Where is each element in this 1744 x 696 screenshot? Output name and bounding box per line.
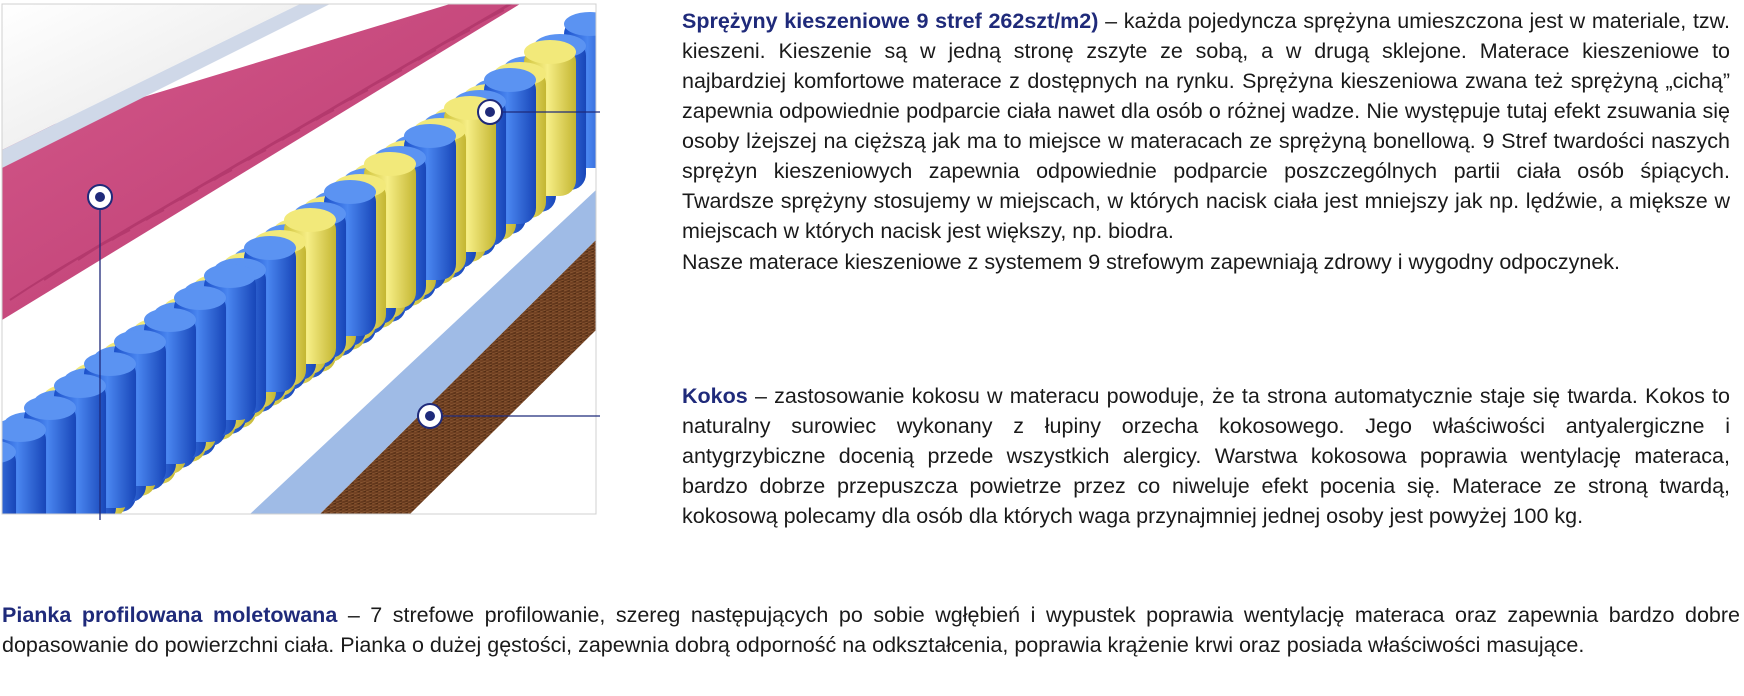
springs-description bbox=[682, 6, 1730, 277]
spring-top bbox=[364, 152, 416, 176]
springs-closing: Nasze materace kieszeniowe z systemem 9 strefowym zapewniają zdrowy i wygodny odpoczynek. bbox=[682, 250, 1621, 274]
spring-top bbox=[244, 236, 296, 260]
coconut-marker-icon bbox=[418, 404, 442, 428]
foam-body: – 7 strefowe profilowanie, szereg następujących po sobie wgłębień i wypustek poprawia wentylację materaca oraz zapewnia bardzo dobre dopasowanie do powierzchni ciała. Pianka o dużej gęstości, zapewnia dobrą odporność na odkształcenia, poprawia krążenie krwi oraz posiada właściwości masujące. bbox=[2, 603, 1740, 657]
spring-top bbox=[114, 330, 166, 354]
springs-marker-icon bbox=[478, 100, 502, 124]
spring-top bbox=[144, 308, 196, 332]
spring-top bbox=[174, 286, 226, 310]
coconut-title: Kokos bbox=[682, 384, 748, 408]
coconut-body: – zastosowanie kokosu w materacu powoduje, że ta strona automatycznie staje się twarda. Kokos to naturalny surowiec wykonany z łupiny orzecha kokosowego. Jego właściwości antyalergiczne i antygrzybiczne docenią przede wszystkich alergicy. Warstwa kokosowa poprawia wentylację materaca, bardzo dobrze przepuszcza powietrze przez co niweluje efekt pocenia się. Materace ze stroną twardą, kokosową polecamy dla osób dla których waga przynajmniej jednej osoby jest powyżej 100 kg. bbox=[682, 384, 1730, 528]
spring-top bbox=[484, 68, 536, 92]
spring-top bbox=[524, 40, 576, 64]
spring-top bbox=[84, 352, 136, 376]
mattress-cross-section-illustration bbox=[0, 0, 600, 520]
spring-top bbox=[284, 208, 336, 232]
spring-top bbox=[404, 124, 456, 148]
springs-title: Sprężyny kieszeniowe 9 stref 262szt/m2) bbox=[682, 9, 1099, 33]
foam-description bbox=[2, 600, 1740, 660]
spring-top bbox=[204, 264, 256, 288]
spring-top bbox=[54, 374, 106, 398]
coconut-description bbox=[682, 381, 1730, 531]
foam-title: Pianka profilowana moletowana bbox=[2, 603, 338, 627]
spring-top bbox=[24, 396, 76, 420]
springs-body: – każda pojedyncza sprężyna umieszczona jest w materiale, tzw. kieszeni. Kieszenie są w jedną stronę zszyte ze sobą, a w drugą sklejone. Materace kieszeniowe to najbardziej komfortowe materace z dostępnych na rynku. Sprężyna kieszeniowa zwana też sprężyną „cichą” zapewnia odpowiednie podparcie ciała nawet dla osób o różnej wadze. Nie występuje tutaj efekt zsuwania się osoby lżejszej na cięższą jak ma to miejsce w materacach ze sprężyną bonellową. 9 Stref twardości naszych sprężyn kieszeniowych zapewnia odpowiednie podparcie poszczególnych partii ciała osób śpiących. Twardsze sprężyny stosujemy w miejscach, w których nacisk ciała jest mniejszy jak np. lędźwie, a miększe w miejscach w których nacisk jest większy, np. biodra. bbox=[682, 9, 1730, 243]
spring-top bbox=[324, 180, 376, 204]
foam-marker-icon bbox=[88, 185, 112, 209]
